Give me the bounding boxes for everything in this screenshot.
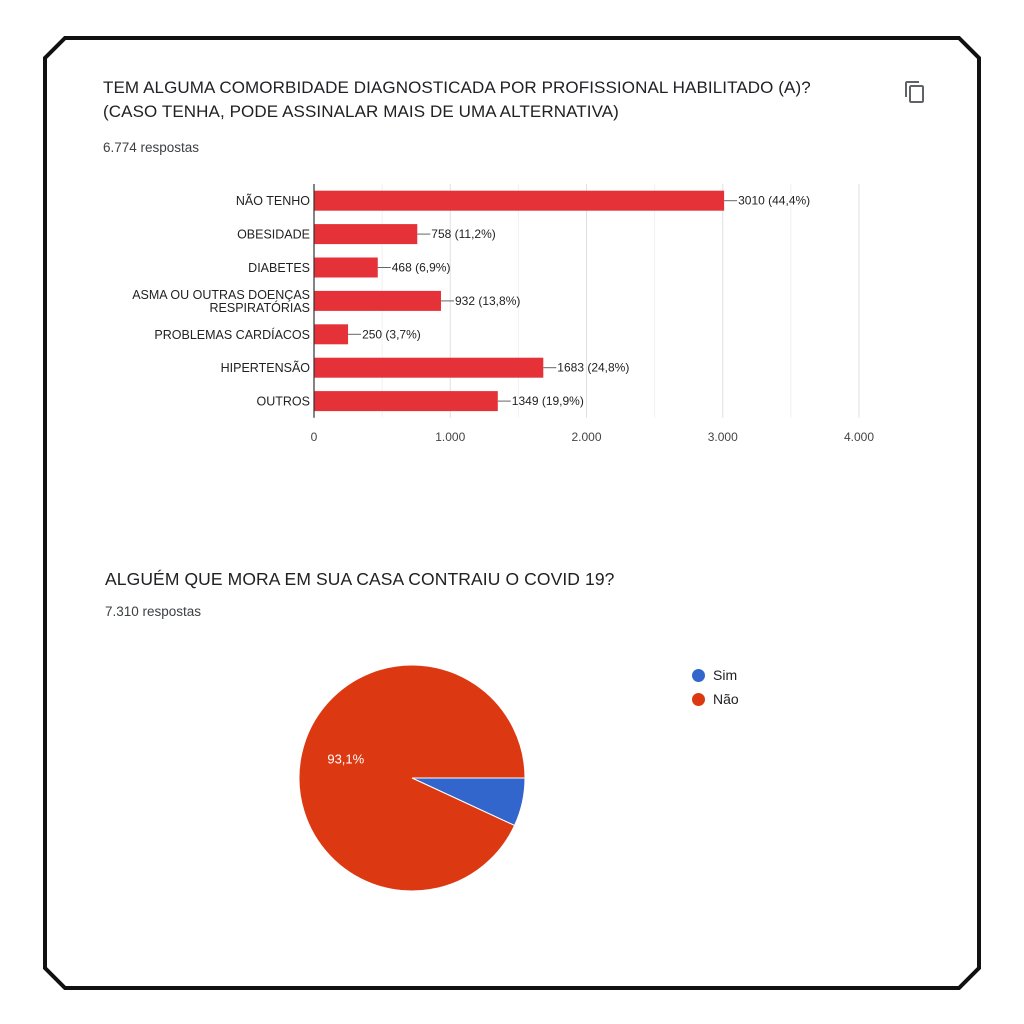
- bar: [314, 191, 724, 211]
- data-label: 1349 (19,9%): [511, 394, 584, 409]
- title-line-1: TEM ALGUMA COMORBIDADE DIAGNOSTICADA POR PROFISSIONAL HABILITADO (A)?: [103, 78, 811, 97]
- bar: [314, 291, 441, 311]
- bar: [314, 358, 543, 378]
- legend-dot-sim: [692, 669, 705, 682]
- bar-chart: [0, 0, 1024, 470]
- bar: [314, 324, 348, 344]
- x-tick-label: 2.000: [571, 429, 602, 444]
- data-label: 250 (3,7%): [362, 327, 421, 342]
- pie-chart-title: ALGUÉM QUE MORA EM SUA CASA CONTRAIU O COVID 19?: [105, 569, 615, 589]
- category-label: RESPIRATÓRIAS: [209, 300, 310, 315]
- legend-label-nao: Não: [713, 691, 739, 707]
- category-label: DIABETES: [248, 261, 310, 275]
- x-tick-label: 1.000: [435, 429, 466, 444]
- data-label: 758 (11,2%): [431, 227, 496, 242]
- category-label: HIPERTENSÃO: [220, 361, 310, 376]
- bar: [314, 224, 417, 244]
- title-line-2: (CASO TENHA, PODE ASSINALAR MAIS DE UMA ALTERNATIVA): [103, 102, 619, 121]
- legend-item-nao[interactable]: [692, 687, 739, 711]
- pie-legend: [692, 663, 739, 711]
- legend-label-sim: Sim: [713, 667, 738, 683]
- x-tick-label: 3.000: [707, 429, 738, 444]
- data-label: 3010 (44,4%): [738, 193, 811, 208]
- category-label: ASMA OU OUTRAS DOENÇAS: [132, 287, 310, 302]
- pie-slice-nao: [299, 665, 525, 891]
- pie-data-label: 93,1%: [327, 751, 365, 767]
- x-tick-label: 4.000: [843, 429, 875, 444]
- data-label: 1683 (24,8%): [557, 360, 630, 375]
- data-label: 468 (6,9%): [391, 260, 451, 275]
- pie-chart: [280, 650, 550, 910]
- category-label: OUTROS: [256, 394, 310, 409]
- bar: [314, 391, 498, 411]
- x-tick-label: 0: [310, 429, 318, 444]
- bar: [314, 258, 378, 278]
- response-count-2: 7.310 respostas: [105, 604, 202, 619]
- category-label: NÃO TENHO: [235, 194, 310, 209]
- legend-item-sim[interactable]: [692, 663, 739, 687]
- data-label: 932 (13,8%): [454, 293, 521, 308]
- category-label: OBESIDADE: [237, 227, 310, 242]
- legend-dot-nao: [692, 693, 705, 706]
- response-count: 6.774 respostas: [103, 140, 200, 155]
- category-label: PROBLEMAS CARDÍACOS: [154, 327, 310, 342]
